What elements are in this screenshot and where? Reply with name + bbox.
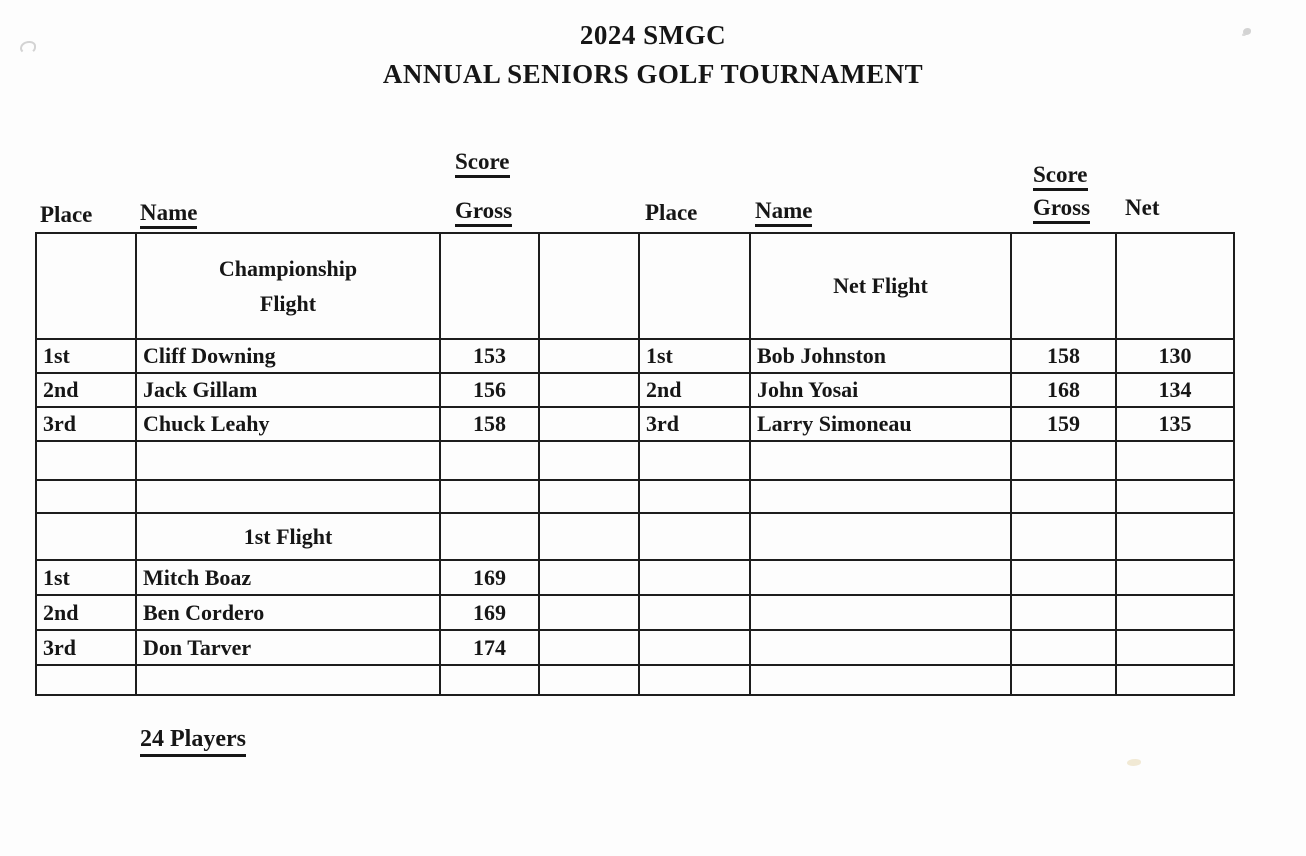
empty-cell: [1116, 595, 1234, 630]
gross-cell: 158: [440, 407, 539, 441]
empty-cell: [1116, 233, 1234, 339]
empty-cell: [539, 665, 639, 695]
empty-cell: [639, 665, 750, 695]
right-gross-header: Gross: [1033, 196, 1090, 224]
title-line-2: ANNUAL SENIORS GOLF TOURNAMENT: [382, 59, 924, 89]
empty-cell: [1116, 665, 1234, 695]
empty-cell: [639, 630, 750, 665]
empty-cell: [539, 441, 639, 480]
right-score-header: Score: [1033, 163, 1088, 191]
gross-cell: 159: [1011, 407, 1116, 441]
empty-cell: [750, 560, 1011, 595]
empty-cell: [36, 665, 136, 695]
empty-cell: [1011, 665, 1116, 695]
empty-cell: [750, 595, 1011, 630]
empty-cell: [440, 513, 539, 560]
empty-cell: [750, 513, 1011, 560]
gross-cell: 158: [1011, 339, 1116, 373]
empty-cell: [440, 665, 539, 695]
empty-cell: [1011, 233, 1116, 339]
place-cell: 1st: [639, 339, 750, 373]
left-score-header: Score: [455, 150, 510, 178]
empty-cell: [639, 560, 750, 595]
empty-cell: [1116, 630, 1234, 665]
name-cell: Bob Johnston: [750, 339, 1011, 373]
place-cell: 3rd: [36, 630, 136, 665]
net-cell: 134: [1116, 373, 1234, 407]
empty-cell: [539, 513, 639, 560]
empty-cell: [539, 630, 639, 665]
name-cell: Chuck Leahy: [136, 407, 440, 441]
empty-cell: [750, 441, 1011, 480]
left-name-header: Name: [140, 201, 197, 229]
empty-row: [36, 665, 1234, 695]
empty-cell: [1011, 560, 1116, 595]
table-row: [36, 373, 1234, 407]
empty-cell: [1116, 560, 1234, 595]
place-cell: 3rd: [36, 407, 136, 441]
table-row: [36, 339, 1234, 373]
place-cell: 1st: [36, 560, 136, 595]
player-count-note: 24 Players: [140, 726, 246, 757]
empty-cell: [750, 630, 1011, 665]
empty-cell: [639, 480, 750, 513]
net-flight-title: Net Flight: [750, 233, 1011, 339]
right-place-header: Place: [645, 200, 698, 225]
gross-cell: 168: [1011, 373, 1116, 407]
name-cell: Mitch Boaz: [136, 560, 440, 595]
flight-title-row: [36, 233, 1234, 339]
empty-cell: [539, 560, 639, 595]
gross-cell: 169: [440, 560, 539, 595]
gross-cell: 153: [440, 339, 539, 373]
empty-cell: [539, 339, 639, 373]
title-line-1: 2024 SMGC: [579, 20, 727, 50]
left-gross-header: Gross: [455, 199, 512, 227]
empty-cell: [539, 595, 639, 630]
table-row: [36, 407, 1234, 441]
name-cell: Don Tarver: [136, 630, 440, 665]
empty-cell: [440, 441, 539, 480]
empty-cell: [750, 665, 1011, 695]
name-cell: Ben Cordero: [136, 595, 440, 630]
net-cell: 130: [1116, 339, 1234, 373]
empty-cell: [1011, 513, 1116, 560]
empty-cell: [639, 233, 750, 339]
name-cell: John Yosai: [750, 373, 1011, 407]
gross-cell: 174: [440, 630, 539, 665]
place-cell: 2nd: [36, 373, 136, 407]
empty-cell: [1116, 441, 1234, 480]
right-net-header: Net: [1125, 195, 1160, 220]
championship-flight-title: Championship Flight: [136, 233, 440, 339]
empty-cell: [1011, 441, 1116, 480]
table-row: [36, 630, 1234, 665]
empty-row: [36, 480, 1234, 513]
gross-cell: 156: [440, 373, 539, 407]
empty-cell: [136, 441, 440, 480]
empty-cell: [539, 480, 639, 513]
results-table: [35, 232, 1235, 696]
empty-cell: [1011, 630, 1116, 665]
table-row: [36, 560, 1234, 595]
place-cell: 3rd: [639, 407, 750, 441]
right-name-header: Name: [755, 199, 812, 227]
name-cell: Cliff Downing: [136, 339, 440, 373]
empty-cell: [36, 233, 136, 339]
name-cell: Jack Gillam: [136, 373, 440, 407]
place-cell: 2nd: [36, 595, 136, 630]
empty-cell: [440, 480, 539, 513]
empty-cell: [36, 441, 136, 480]
empty-cell: [1116, 513, 1234, 560]
table-row: [36, 595, 1234, 630]
scan-artifact: [1127, 759, 1141, 766]
empty-cell: [36, 513, 136, 560]
net-cell: 135: [1116, 407, 1234, 441]
document-title: [0, 16, 1306, 94]
flight-title-row: [36, 513, 1234, 560]
empty-cell: [539, 373, 639, 407]
empty-cell: [639, 595, 750, 630]
empty-cell: [36, 480, 136, 513]
empty-cell: [750, 480, 1011, 513]
empty-cell: [639, 513, 750, 560]
empty-cell: [539, 233, 639, 339]
empty-cell: [1011, 595, 1116, 630]
empty-cell: [1011, 480, 1116, 513]
first-flight-title: 1st Flight: [136, 513, 440, 560]
empty-cell: [440, 233, 539, 339]
empty-cell: [539, 407, 639, 441]
place-cell: 1st: [36, 339, 136, 373]
empty-cell: [1116, 480, 1234, 513]
place-cell: 2nd: [639, 373, 750, 407]
empty-row: [36, 441, 1234, 480]
empty-cell: [136, 480, 440, 513]
name-cell: Larry Simoneau: [750, 407, 1011, 441]
left-place-header: Place: [40, 202, 93, 227]
gross-cell: 169: [440, 595, 539, 630]
empty-cell: [136, 665, 440, 695]
empty-cell: [639, 441, 750, 480]
